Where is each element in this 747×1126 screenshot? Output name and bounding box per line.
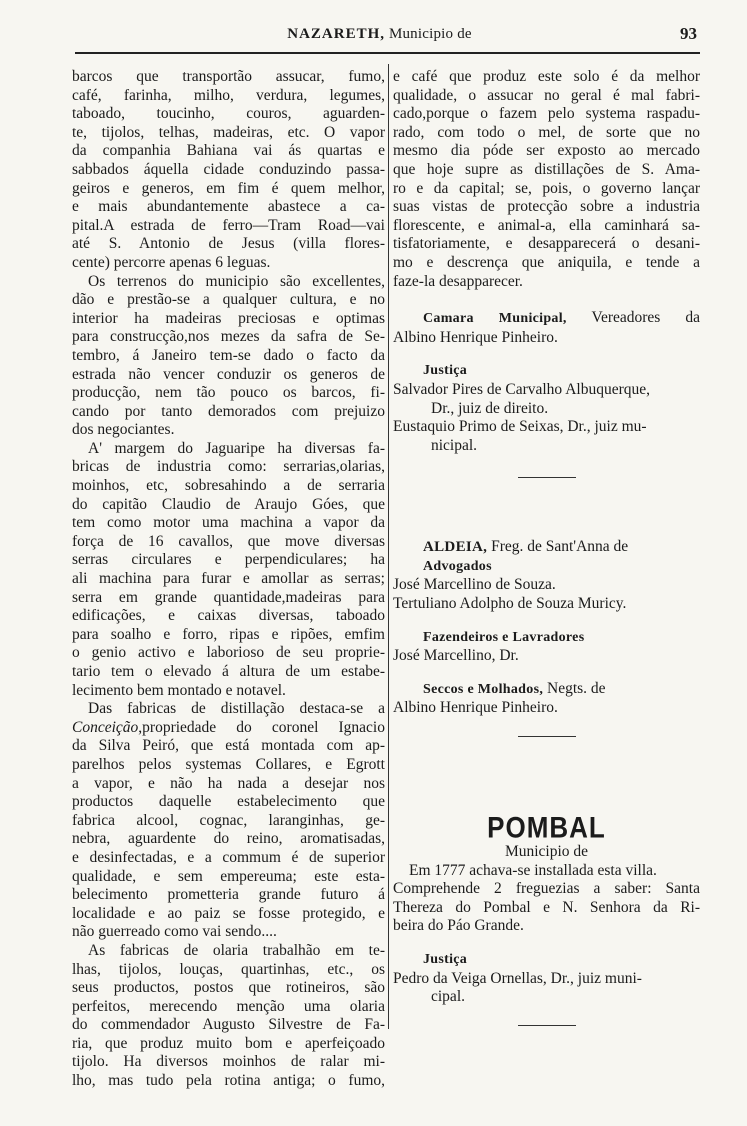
seccos-heading-line	[393, 680, 700, 700]
camara-heading: Camara Municipal,	[423, 311, 567, 327]
text-line: cando por tanto demorados com prejuizo	[72, 402, 385, 420]
justica-entry-2: Eustaquio Primo de Seixas, Dr., juiz mu-	[393, 418, 647, 436]
text-line: tem como motor uma machina a vapor da	[72, 514, 385, 532]
camara-line2: Albino Henrique Pinheiro.	[393, 328, 558, 346]
text-line: qualidade, o assucar no geral é mal fabri-	[393, 86, 700, 104]
page-number: 93	[680, 24, 697, 43]
text-line: seus productos, postos que rotineiros, são	[72, 979, 385, 997]
text-line: da Silva Peiró, que está montada com ap-	[72, 737, 385, 755]
text-line: o genio activo e laborioso de seu proprie-	[72, 644, 385, 662]
camara-section	[393, 309, 700, 347]
text-line: faze-la desapparecer.	[393, 272, 523, 290]
text-line: Das fabricas de distillação destaca-se a	[88, 700, 385, 718]
text-line: moinhos, etc, sobresahindo a de serraria	[72, 477, 385, 495]
text-line: As fabricas de olaria trabalhão em te-	[88, 941, 385, 959]
text-line: localidade e ao paiz se fosse protegido, e	[72, 904, 385, 922]
pombal-section	[393, 809, 700, 1007]
text-line: barcos que transportão assucar, fumo,	[72, 68, 385, 85]
text-line: taboado, toucinho, couros, aguarden-	[72, 105, 385, 123]
text-line: tario tem o elevado á altura de um estabe-	[72, 663, 385, 680]
page-header	[62, 16, 697, 46]
text-line: força de 16 cavallos, que move diversas	[72, 532, 385, 550]
text-line: ro e da capital; se, pois, o governo lançar	[393, 179, 700, 197]
text-line: do capitão Claudio de Araujo Góes, que	[72, 495, 385, 513]
text-line: tembro, á Janeiro tem-se dado o facto da	[72, 346, 385, 364]
pombal-title: POMBAL	[487, 809, 606, 845]
text-line: suas vistas de protecção sobre a industria	[393, 198, 700, 216]
text-line: ali machina para furar e amollar as serras;	[72, 570, 385, 588]
section-rule	[518, 477, 576, 478]
aldeia-heading-line	[393, 538, 700, 557]
text-line: tijolo. Ha diversos moinhos de ralar mi-	[72, 1053, 385, 1071]
left-column	[72, 68, 385, 1091]
text-line: do commendador Augusto Silvestre de Fa-	[72, 1016, 385, 1034]
text-line: lhas, tijolos, louças, quartinhas, etc., os	[72, 960, 385, 978]
pombal-line-2: Comprehende 2 freguezias a saber: Santa	[393, 880, 700, 898]
section-rule-2	[518, 736, 576, 737]
pombal-justica-line2: cipal.	[431, 988, 465, 1006]
justica-heading	[393, 361, 700, 381]
intro-paragraph	[393, 68, 700, 291]
text-line: e desinfectadas, e a commum é de superior	[72, 848, 385, 866]
pombal-justica-heading: Justiça	[423, 952, 468, 967]
text-line: cado,porque o fazem pelo systema raspadu-	[393, 105, 700, 123]
text-line: dão e prestão-se a qualquer cultura, e no	[72, 291, 385, 309]
fazendeiros-heading-line	[393, 628, 700, 648]
text-line: tisfatoriamente, e desapparecerá o desani-	[393, 235, 700, 253]
header-rule	[75, 52, 700, 54]
text-line: dos negociantes.	[72, 421, 175, 439]
text-line: que hoje supre as distillações de S. Ama-	[393, 160, 700, 178]
aldeia-rest: Freg. de Sant'Anna de	[487, 538, 629, 556]
pombal-line-3: Thereza do Pombal e N. Senhora da Ri-	[393, 898, 700, 916]
text-line: bricas de industria como: serrarias,olarias,	[72, 458, 385, 476]
pombal-justica-heading-line	[393, 950, 700, 970]
text-line: ria, que produz muito bom e aperfeiçoado	[72, 1034, 385, 1052]
text-line: não guerreado como vai sendo....	[72, 923, 277, 941]
text-line: edificações, e caixas diversas, taboado	[72, 607, 385, 625]
seccos-rest: Negts. de	[543, 679, 606, 697]
aldeia-heading: ALDEIA,	[423, 539, 488, 556]
text-line: serras circulares e perpendiculares; ha	[72, 551, 385, 569]
text-line: para soalho e forro, ripas e ripões, emfim	[72, 625, 385, 643]
text-line: productos daquelle estabelecimento que	[72, 793, 385, 811]
right-column	[393, 68, 700, 1026]
text-line: te, tijolos, telhas, madeiras, etc. O vapor	[72, 123, 385, 141]
advogados-heading: Advogados	[423, 558, 492, 574]
justica-entry-1-cont: Dr., juiz de direito.	[431, 399, 549, 417]
justica-entry-1: Salvador Pires de Carvalho Albuquerque,	[393, 380, 650, 398]
text-line: lecimento bem montado e notavel.	[72, 681, 286, 699]
text-line: cente) percorre apenas 6 leguas.	[72, 253, 271, 271]
justica-entry-2-cont: nicipal.	[431, 436, 478, 454]
text-line: estrada não vencer conduzir os generos de	[72, 365, 385, 383]
fazendeiros-heading: Fazendeiros e Lavradores	[423, 629, 585, 645]
text-line: A' margem do Jaguaripe ha diversas fa-	[88, 439, 385, 457]
text-line: para construcção,nos mezes da safra de Se-	[72, 328, 385, 346]
pombal-line-1: Em 1777 achava-se installada esta villa.	[409, 861, 657, 879]
running-title-rest: Municipio de	[385, 26, 472, 42]
pombal-justica-line1: Pedro da Veiga Ornellas, Dr., juiz muni-	[393, 969, 642, 987]
text-line: pital.A estrada de ferro—Tram Road—vai	[72, 216, 385, 234]
text-line: serra em grande quantidade,madeiras para	[72, 588, 385, 606]
text-line: Os terrenos do municipio são excellentes,	[88, 272, 385, 290]
pombal-subtitle: Municipio de	[504, 843, 589, 861]
text-line: café, farinha, milho, verdura, legumes,	[72, 86, 385, 104]
text-line: florescente, e animal-a, ella caminhará sa-	[393, 216, 700, 234]
text-line: até S. Antonio de Jesus (villa flores-	[72, 235, 385, 253]
text-line: nebra, aguardente do reino, aromatisadas,	[72, 830, 385, 848]
seccos-heading: Seccos e Molhados,	[423, 681, 544, 697]
text-line: mo e descrença que aniquila, e tende a	[393, 253, 700, 271]
fazendeiro-1: José Marcellino, Dr.	[393, 647, 519, 665]
camara-rest: Vereadores da	[566, 309, 700, 327]
advogado-1: José Marcellino de Souza.	[393, 576, 556, 594]
text-line: lho, mas tudo pela rotina antiga; o fumo,	[72, 1072, 385, 1090]
running-title-place: NAZARETH,	[287, 26, 385, 42]
text-line: parelhos pelos systemas Collares, e Egrott	[72, 755, 385, 773]
aldeia-section	[393, 538, 700, 718]
text-line: mesmo dia póde ser exposto ao mercado	[393, 142, 700, 160]
text-line: belecimento prometteria grande futuro á	[72, 886, 385, 904]
camara-line	[393, 309, 700, 329]
section-rule-3	[518, 1025, 576, 1026]
text-line: perfeitos, merecendo menção uma olaria	[72, 997, 385, 1015]
advogados-heading-line	[393, 557, 700, 577]
seccos-line2: Albino Henrique Pinheiro.	[393, 699, 558, 717]
text-line: Conceição,propriedade do coronel Ignacio	[72, 718, 385, 736]
justica-section	[393, 361, 700, 455]
text-line: e mais abundantemente abastece a ca-	[72, 198, 385, 216]
text-line: rado, com todo o mel, de sorte que no	[393, 123, 700, 141]
running-title	[62, 26, 697, 43]
text-line: qualidade, e sem empereuma; este esta-	[72, 867, 385, 885]
text-line: geiros e generos, em fim é quem melhor,	[72, 179, 385, 197]
text-line: a vapor, e não ha nada a desejar nos	[72, 774, 385, 792]
justica-heading-text: Justiça	[423, 363, 468, 379]
text-line: interior ha madeiras preciosas e optimas	[72, 309, 385, 327]
advogado-2: Tertuliano Adolpho de Souza Muricy.	[393, 595, 627, 613]
pombal-line-4: beira do Páo Grande.	[393, 917, 524, 935]
text-line: da companhia Bahiana vai ás quartas e	[72, 142, 385, 160]
text-line: producção, nem tão pouco os barcos, fi-	[72, 384, 385, 402]
text-line: sabbados áquella cidade conduzindo passa-	[72, 160, 385, 178]
column-divider	[388, 64, 389, 1029]
text-line: fabrica alcool, cognac, laranginhas, ge-	[72, 811, 385, 829]
text-line: e café que produz este solo é da melhor	[393, 68, 700, 85]
